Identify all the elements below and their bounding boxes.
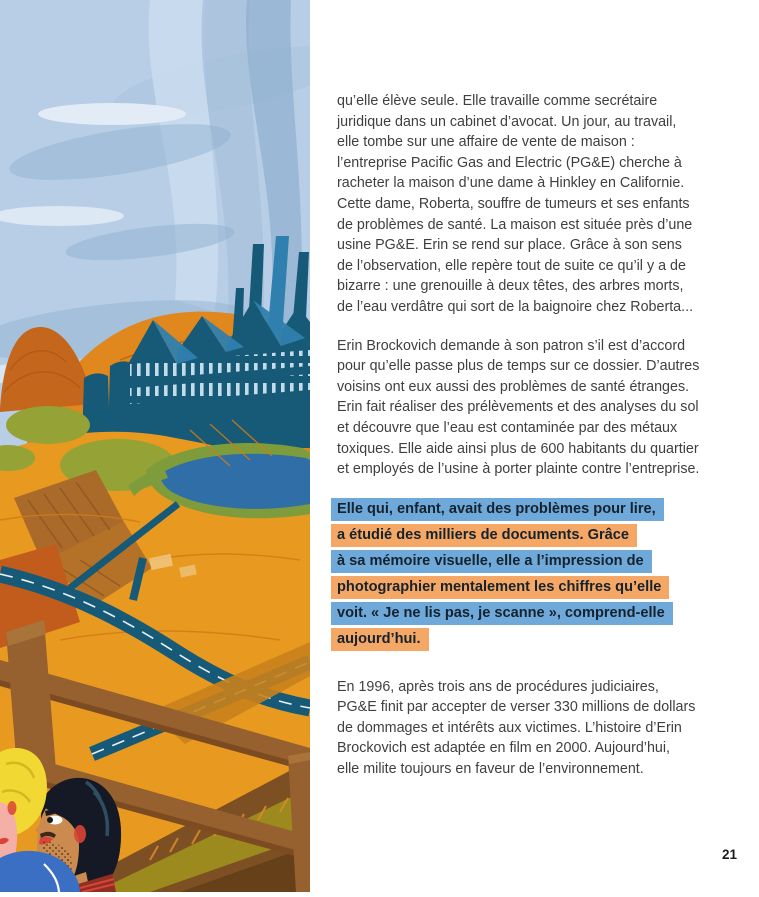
highlighted-line: voit. « Je ne lis pas, je scanne », comprend-elle [331, 602, 673, 625]
landscape-illustration-svg [0, 0, 310, 892]
text-line: Cette dame, Roberta, souffre de tumeurs et ses enfants [337, 195, 690, 212]
text-line: Erin Brockovich demande à son patron s’il est d’accord [337, 337, 686, 354]
text-line: et employés de l’usine à porter plainte contre l’entreprise. [337, 461, 700, 478]
article-text [337, 91, 747, 798]
text-line: de l’eau verdâtre qui sort de la baignoire chez Roberta... [337, 298, 694, 315]
paragraph-3 [337, 677, 747, 780]
text-line: l’entreprise Pacific Gas and Electric (PG&E) cherche à [337, 154, 682, 171]
text-line: bizarre : une grenouille à deux têtes, des arbres morts, [337, 278, 684, 295]
text-line: Brockovich est adaptée en film en 2000. Aujourd’hui, [337, 740, 671, 757]
highlighted-line: à sa mémoire visuelle, elle a l’impression de [331, 550, 652, 573]
text-line: juridique dans un cabinet d’avocat. Un jour, au travail, [337, 113, 677, 130]
text-line: Erin fait réaliser des prélèvements et des analyses du sol [337, 399, 699, 416]
text-line: qu’elle élève seule. Elle travaille comme secrétaire [337, 93, 658, 109]
text-line: de problèmes de santé. La maison est située près d’une [337, 216, 693, 233]
text-line: pour qu’elle passe plus de temps sur ce dossier. D’autres [337, 358, 700, 375]
page-number: 21 [721, 847, 737, 862]
text-line: voisins ont eux aussi des problèmes de santé étranges. [337, 378, 690, 395]
text-line: En 1996, après trois ans de procédures judiciaires, [337, 678, 659, 695]
highlighted-quote-block [337, 498, 747, 651]
landscape-illustration [0, 0, 310, 892]
highlighted-line: photographier mentalement les chiffres qu’elle [331, 576, 669, 599]
text-line: toxiques. Elle aide ainsi plus de 600 habitants du quartier [337, 440, 699, 457]
text-line: usine PG&E. Erin se rend sur place. Grâce à son sens [337, 237, 682, 254]
text-line: et découvre que l’eau est contaminée par des métaux [337, 419, 678, 436]
text-line: elle milite toujours en faveur de l’environnement. [337, 761, 644, 778]
paragraph-2 [337, 336, 747, 480]
highlighted-line: aujourd’hui. [331, 628, 429, 651]
highlighted-line: a étudié des milliers de documents. Grâce [331, 524, 637, 547]
text-line: elle tombe sur une affaire de vente de maison : [337, 134, 635, 151]
text-line: de l’observation, elle repère tout de suite ce qu’il y a de [337, 257, 686, 274]
highlighted-line: Elle qui, enfant, avait des problèmes pour lire, [331, 498, 664, 521]
paragraph-1 [337, 91, 747, 318]
text-line: de dommages et intérêts aux victimes. L’histoire d’Erin [337, 719, 682, 736]
text-line: PG&E finit par accepter de verser 330 millions de dollars [337, 699, 696, 716]
text-line: racheter la maison d’une dame à Hinkley en Californie. [337, 175, 685, 192]
